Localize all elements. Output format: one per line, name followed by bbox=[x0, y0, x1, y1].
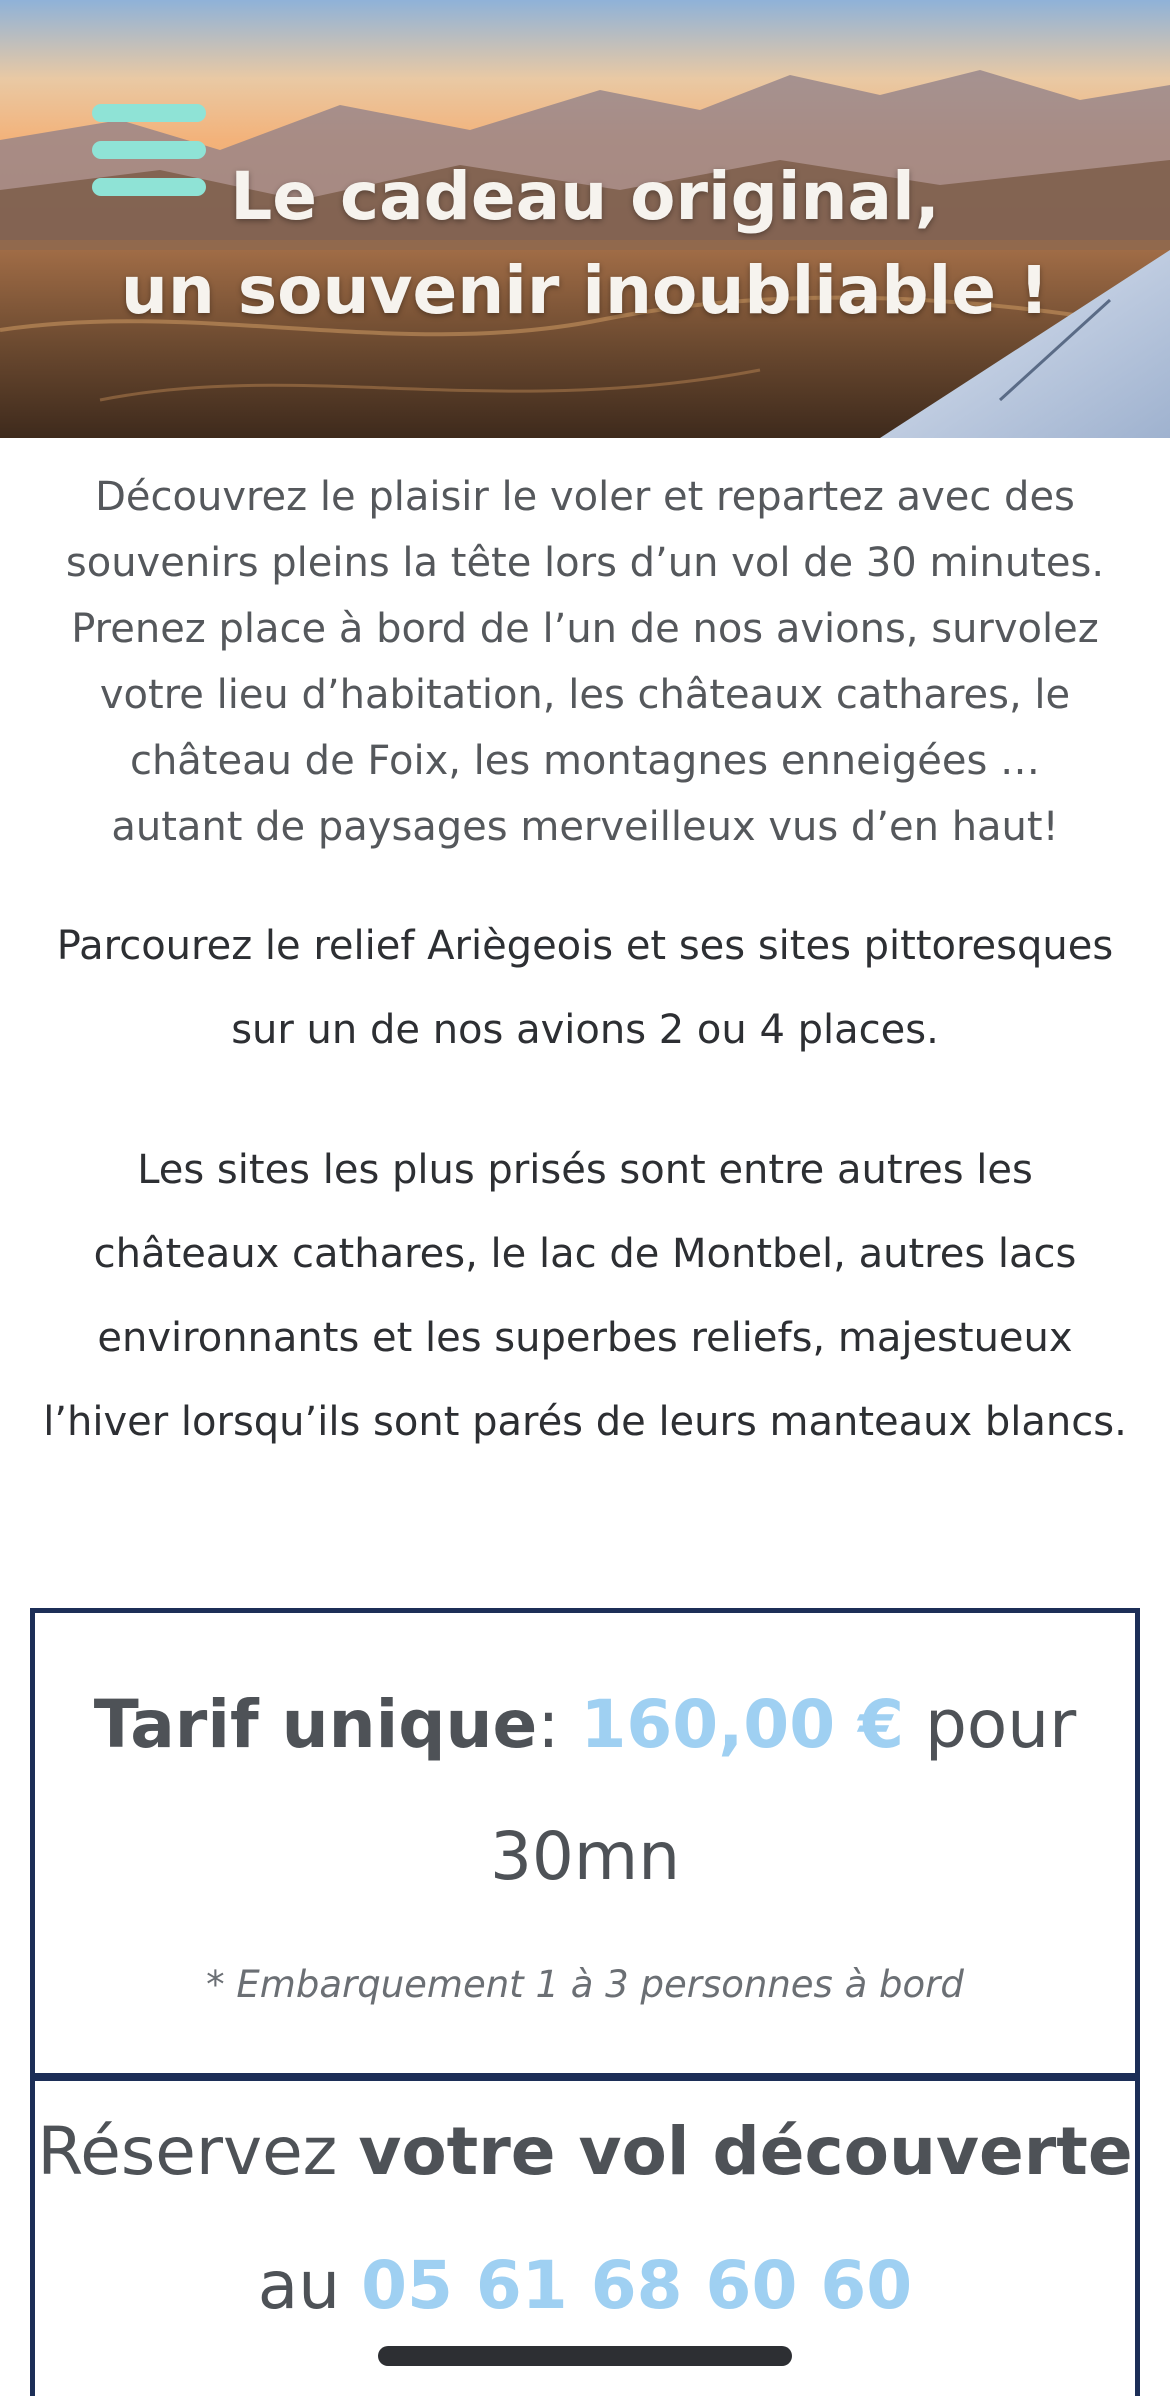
pricing-suffix: pour bbox=[904, 1686, 1077, 1763]
intro-line: autant de paysages merveilleux vus d’en haut! bbox=[111, 804, 1059, 850]
pricing-line bbox=[35, 1659, 1135, 1923]
relief-paragraph bbox=[20, 904, 1150, 1072]
reservation-au: au bbox=[257, 2247, 362, 2324]
relief-line: Parcourez le relief Ariègeois et ses sites pittoresques bbox=[56, 923, 1114, 969]
pricing-amount: 160,00 € bbox=[580, 1686, 905, 1763]
reservation-bold: votre vol découverte bbox=[358, 2113, 1133, 2190]
sites-paragraph bbox=[20, 1128, 1150, 1464]
sites-line: environnants et les superbes reliefs, majestueux bbox=[97, 1315, 1073, 1361]
hero-banner bbox=[0, 0, 1170, 438]
phone-link[interactable]: 05 61 68 60 60 bbox=[361, 2247, 913, 2324]
sites-line: Les sites les plus prisés sont entre autres les bbox=[137, 1147, 1033, 1193]
pricing-note: * Embarquement 1 à 3 personnes à bord bbox=[206, 1963, 964, 2006]
pricing-duration: 30mn bbox=[489, 1818, 681, 1895]
pricing-label: Tarif unique bbox=[93, 1686, 538, 1763]
intro-line: souvenirs pleins la tête lors d’un vol de 30 minutes. bbox=[65, 540, 1105, 586]
pricing-colon: : bbox=[537, 1686, 581, 1763]
intro-line: Découvrez le plaisir le voler et repartez avec des bbox=[95, 474, 1075, 520]
hero-title-line1: Le cadeau original, bbox=[230, 158, 940, 235]
reservation-prefix: Réservez bbox=[37, 2113, 359, 2190]
intro-line: votre lieu d’habitation, les châteaux cathares, le bbox=[99, 672, 1071, 718]
relief-line: sur un de nos avions 2 ou 4 places. bbox=[231, 1007, 939, 1053]
intro-line: Prenez place à bord de l’un de nos avions, survolez bbox=[71, 606, 1099, 652]
intro-text bbox=[30, 464, 1140, 860]
reservation-line bbox=[35, 2085, 1135, 2353]
call-button-edge[interactable] bbox=[378, 2346, 792, 2366]
hero-title bbox=[0, 150, 1170, 338]
intro-line: château de Foix, les montagnes enneigées … bbox=[129, 738, 1041, 784]
sites-line: l’hiver lorsqu’ils sont parés de leurs manteaux blancs. bbox=[43, 1399, 1127, 1445]
pricing-box bbox=[30, 1608, 1140, 2078]
hero-title-line2: un souvenir inoubliable ! bbox=[120, 252, 1050, 329]
sites-line: châteaux cathares, le lac de Montbel, autres lacs bbox=[93, 1231, 1077, 1277]
